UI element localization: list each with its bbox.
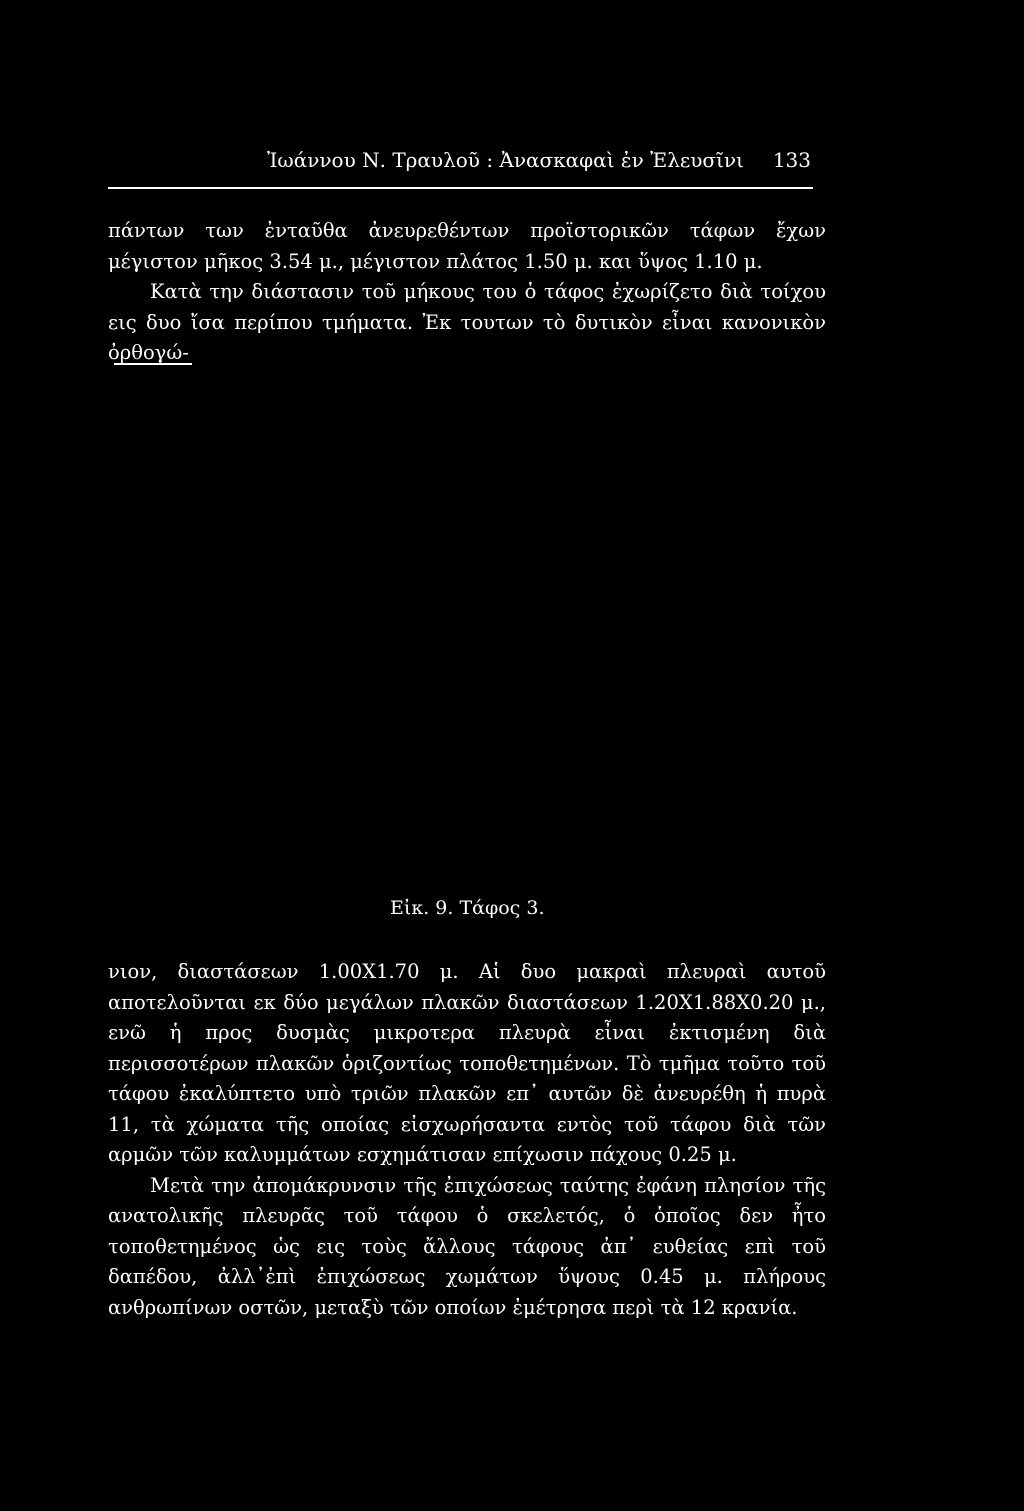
paragraph: πάντων των ἐνταῦθα ἀνευρεθέντων προϊστορικῶν τάφων ἔχων μέγιστον μῆκος 3.54 μ., μέγιστον πλάτος 1.50 μ. και ὕψος 1.10 μ. — [108, 219, 826, 273]
header-rule — [108, 187, 813, 189]
paragraph: Κατὰ την διάστασιν τοῦ μήκους του ὁ τάφος ἐχωρίζετο διὰ τοίχου εις δυο ἴσα περίπου τμήματα. Ἐκ τουτων τὸ δυτικὸν εἶναι κανονικὸν ὀρθογώ- — [108, 280, 826, 364]
page-number: 133 — [772, 148, 811, 172]
running-title: Ἰωάννου Ν. Τραυλοῦ : Ἀνασκαφαὶ ἐν Ἐλευσῖνι — [267, 148, 744, 172]
top-text-block — [108, 216, 826, 369]
paragraph: νιον, διαστάσεων 1.00Χ1.70 μ. Αἱ δυο μακραὶ πλευραὶ αυτοῦ αποτελοῦνται εκ δύο μεγάλων πλακῶν διαστάσεων 1.20Χ1.88Χ0.20 μ., ενῶ ἡ προς δυσμὰς μικροτερα πλευρὰ εἶναι ἐκτισμένη διὰ περισσοτέρων πλακῶν ὁριζοντίως τοποθετημένων. Τὸ τμῆμα τοῦτο τοῦ τάφου ἐκαλύπτετο υπὸ τριῶν πλακῶν επ᾽ αυτῶν δὲ ἀνευρέθη ἡ πυρὰ 11, τὰ χώματα τῆς οποίας εἰσχωρήσαντα εντὸς τοῦ τάφου διὰ τῶν αρμῶν τῶν καλυμμάτων εσχημάτισαν επίχωσιν πάχους 0.25 μ. — [108, 960, 826, 1166]
short-rule — [114, 363, 192, 365]
page-header — [108, 148, 811, 176]
figure-image — [108, 390, 826, 870]
figure-caption: Εἰκ. 9. Τάφος 3. — [390, 897, 545, 919]
paragraph: Μετὰ την ἀπομάκρυνσιν τῆς ἐπιχώσεως ταύτης ἐφάνη πλησίον τῆς ανατολικῆς πλευρᾶς τοῦ τάφου ὁ σκελετός, ὁ ὁποῖος δεν ἦτο τοποθετημένος ὡς εις τοὺς ἄλλους τάφους ἀπ᾽ ευθείας επὶ τοῦ δαπέδου, ἀλλ᾽ἐπὶ ἐπιχώσεως χωμάτων ὕψους 0.45 μ. πλήρους ανθρωπίνων οστῶν, μεταξὺ τῶν οποίων ἐμέτρησα περὶ τὰ 12 κρανία. — [108, 1173, 826, 1319]
bottom-text-block — [108, 957, 826, 1323]
